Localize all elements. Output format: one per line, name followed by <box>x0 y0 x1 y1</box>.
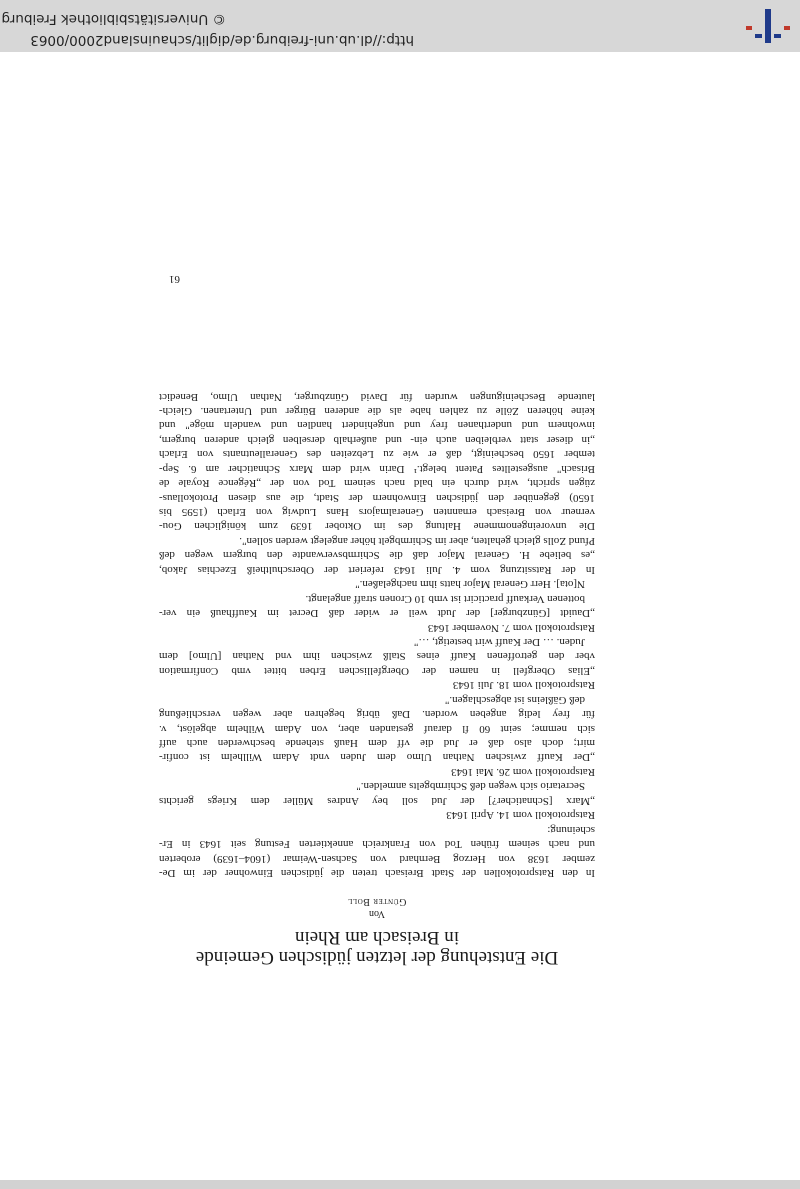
text-line: vber den getroffenen Kauff eines Stalß zwischen ihm vnd Nathan [Ulmo] dem <box>159 650 595 663</box>
text-line: Pfund Zolls gleich gehalten, aber im Schirmbgelt höher angelegt werden sollen". <box>239 534 595 547</box>
text-line: deß Gäßleins ist abgeschlagen." <box>444 693 585 706</box>
viewer-header <box>0 0 800 52</box>
text-line: Ratsprotokoll vom 14. April 1643 <box>446 809 595 822</box>
text-line: „es beliebe H. General Major daß die Schirmbsverwandte den burgern wegen deß <box>159 549 595 562</box>
text-line: lautende Bescheinigungen wurden für David Günzburger, Nathan Ulmo, Benedict <box>159 390 595 403</box>
text-line: sich nemme; seint 60 fl darauf gestanden aber, von Adam Wilhelm abgelöst, v. <box>159 722 595 735</box>
text-line: Ratsprotokoll vom 26. Mai 1643 <box>451 765 595 778</box>
text-line: Ratsprotokoll vom 18. Juli 1643 <box>452 679 595 692</box>
article-body <box>159 389 595 880</box>
text-line: zügen spricht, wird durch ein bald nach seinem Tod von der „Régence Royale de <box>159 477 595 490</box>
text-line: bottenen Verkauff practicirt ist vmb 10 Cronen straff angelangt. <box>305 592 585 605</box>
article-title-line-1: Die Entstehung der letzten jüdischen Gemeinde <box>195 947 559 968</box>
text-line: In den Ratsprotokollen der Stadt Breisach treten die jüdischen Einwohner der im De- <box>159 867 595 879</box>
article-page <box>159 389 595 967</box>
text-line: und nach seinem frühen Tod von Frankreich annektierten Festung seit 1643 in Er- <box>159 838 595 851</box>
library-logo <box>746 9 790 43</box>
text-line: „Dauidt [Günzburger] der Judt weil er wider daß Decret im Kauffhauß ein ver- <box>159 607 595 620</box>
text-line: Juden. … Der Kauff wirt bestetigt, …" <box>413 636 585 648</box>
text-line: Brisach" ausgestelltes Patent belegt.¹ Darin wird dem Marx Schnaticher am 6. Sep- <box>159 462 595 475</box>
text-line: mirt; doch also daß er Jud die vff dem Hauß stehende beschwerden auch auff <box>159 737 595 750</box>
text-line: Secretario sich wegen deß Schirmbgelts anmelden." <box>356 780 585 793</box>
text-line: tember 1650 bescheinigt, daß er wie zu Lebzeiten des Generalleutnants von Erlach <box>159 448 595 461</box>
text-line: „Der Kauff zwischen Nathan Ulmo dem Juden vndt Adam Willhelm ist confir- <box>159 751 595 764</box>
text-line: In der Ratssitzung vom 4. Juli 1643 referiert der Oberschultheiß Ezechias Jakob, <box>159 563 595 576</box>
byline-von: Von <box>369 908 385 919</box>
document-url[interactable]: http://dl.ub.uni-freiburg.de/diglit/schauinsland2000/0063 <box>30 32 414 48</box>
text-line: für frey ledig angeben worden. Daß übrig begehren aber wegen verschließung <box>159 708 595 721</box>
text-line: N[ota]. Herr General Major hatts ihm nachgelaßen." <box>355 578 585 591</box>
article-title-line-2: in Breisach am Rhein <box>294 927 460 948</box>
text-line: „Elias Obergfell in namen der Obergfellischen Erben bittet vmb Confirmation <box>159 664 595 677</box>
page-number: 61 <box>169 273 180 285</box>
text-line: keine höheren Zölle zu zahlen habe als die anderen Bürger und Untertanen. Gleich- <box>159 405 595 417</box>
text-line: 1650) gegenüber den jüdischen Einwohnern der Stadt, die aus diesen Protokollaus- <box>159 491 595 504</box>
copyright-notice: © Universitätsbibliothek Freiburg <box>1 11 226 27</box>
text-line: inwohnern und underthanen frey und ungehindert handlen und wandeln möge" und <box>159 419 595 432</box>
text-line: „Marx [Schnaticher?] der Jud soll bey Andres Müller dem Kriegs gerichts <box>159 794 595 807</box>
text-line: „in dieser statt verbleiben auch ein- und außerhalb derselben gleich anderen burgern, <box>159 433 595 446</box>
text-line: scheinung: <box>547 823 595 836</box>
author-name: Günter Boll <box>347 896 407 907</box>
text-line: verneur von Breisach ernannten Generalmajors Hans Ludwig von Erlach (1595 bis <box>159 506 595 519</box>
text-line: zember 1638 von Herzog Bernhard von Sachsen-Weimar (1604–1639) eroberten <box>159 852 595 865</box>
text-line: Die unvoreingenommene Haltung des im Oktober 1639 zum königlichen Gou- <box>159 520 595 533</box>
text-line: Ratsprotokoll vom 7. November 1643 <box>427 621 595 634</box>
